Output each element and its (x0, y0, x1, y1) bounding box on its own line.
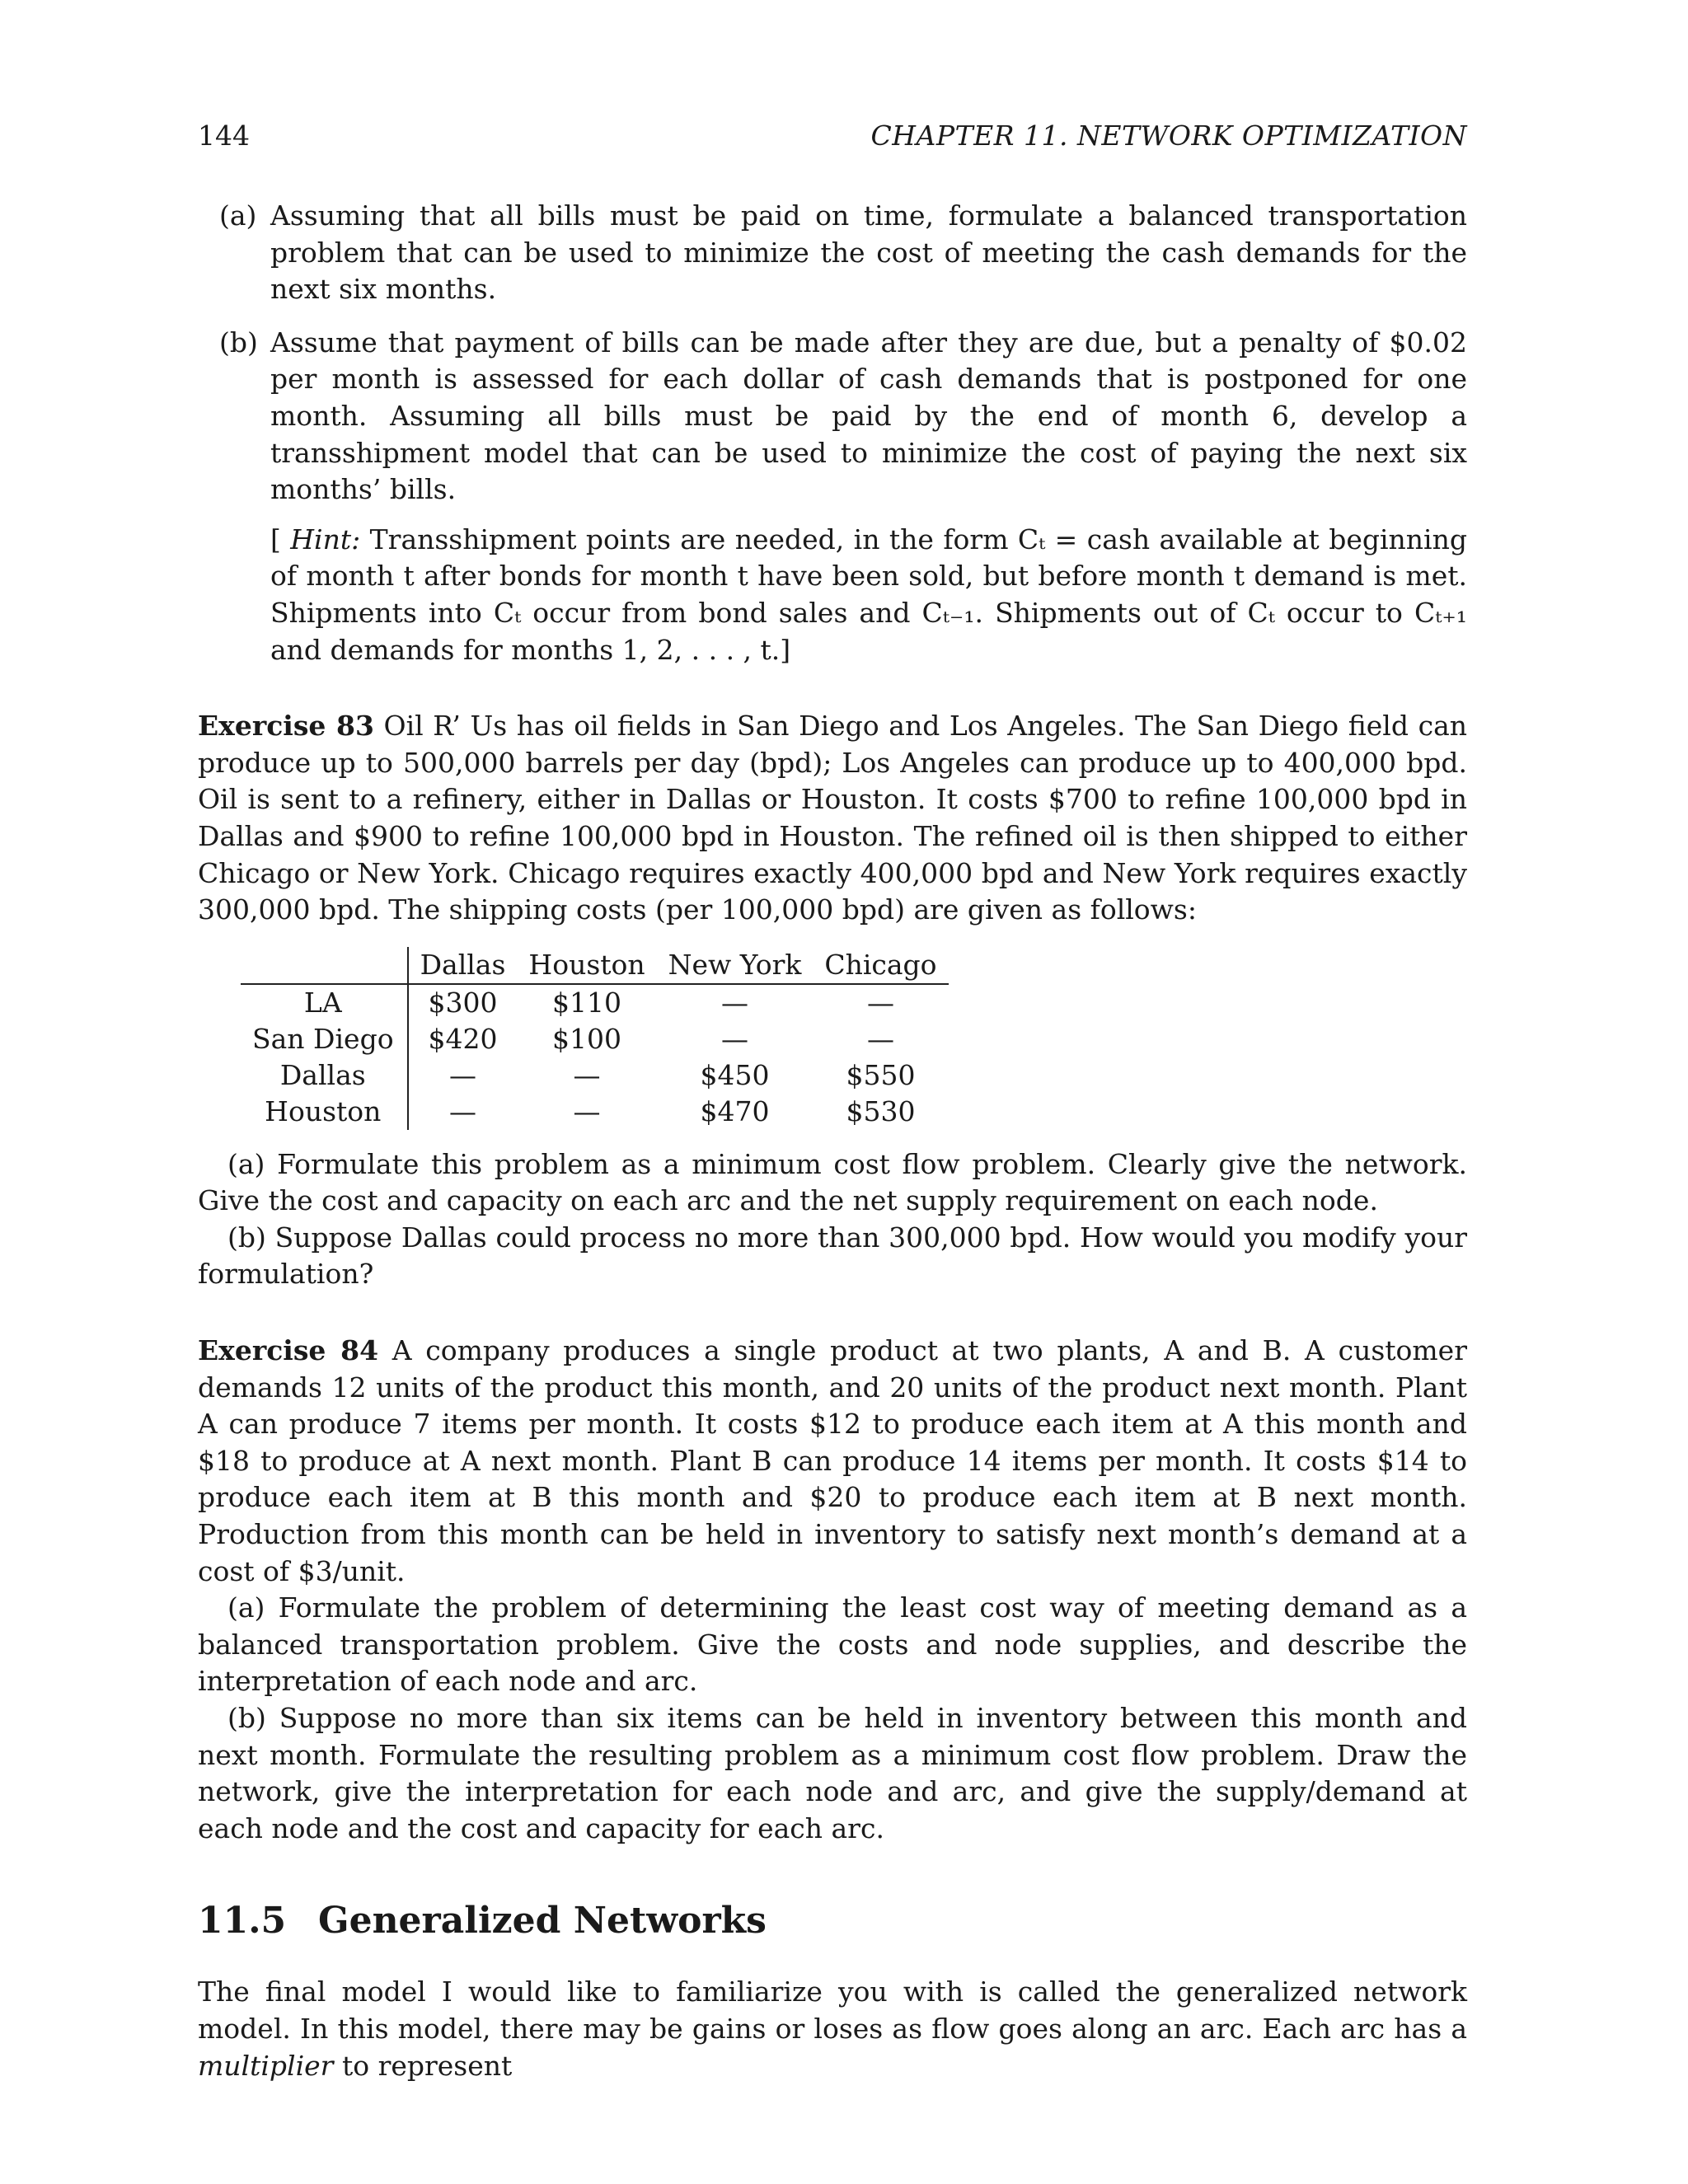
page-content (198, 198, 1467, 2084)
row-label: Dallas (241, 1057, 408, 1094)
page-header (198, 118, 1467, 154)
row-label: Houston (241, 1094, 408, 1130)
section-text-end: to represent (341, 2049, 513, 2082)
part-a-label: (a) (219, 199, 257, 232)
exercise-83-intro (198, 708, 1467, 929)
table-cell: $530 (846, 1094, 916, 1127)
table-cell: $550 (846, 1058, 916, 1091)
table-cell: $470 (700, 1094, 770, 1127)
part-b-item (219, 325, 1467, 668)
part-b-text: Assume that payment of bills can be made after they are due, but a penalty of $0.02 per month is assessed for each dollar of cash demands that is postponed for one month. Assuming all bills must be paid by the end of month 6, develop a transshipment model that can be used to minimize the cost of paying the next six months’ bills. (270, 326, 1467, 506)
table-cell: — (720, 986, 748, 1019)
chapter-title: CHAPTER 11. NETWORK OPTIMIZATION (870, 120, 1467, 152)
table-cell: $450 (700, 1058, 770, 1091)
table-cell: — (448, 1058, 476, 1091)
table-row (241, 1057, 949, 1094)
table-cell: $110 (552, 986, 622, 1019)
table-row (241, 1021, 949, 1057)
hint-label: Hint: (290, 523, 361, 555)
table-cell: $420 (428, 1022, 498, 1055)
exercise-84 (198, 1333, 1467, 1847)
table-row (241, 1094, 949, 1130)
table-cell: — (448, 1094, 476, 1127)
hint-paragraph (270, 522, 1467, 668)
exercise-84-text: A company produces a single product at two plants, A and B. A customer demands 12 units of the product this month, and 20 units of the product next month. Plant A can produce 7 items per month. It costs $12 to produce each item at A this month and $18 to produce at A next month. Plant B can produce 14 items per month. It costs $14 to produce each item at B this month and $20 to produce each item at B next month. Production from this month can be held in inventory to satisfy next month’s demand at a cost of $3/unit. (198, 1334, 1467, 1587)
exercise-84-intro (198, 1333, 1467, 1590)
column-header: Dallas (408, 947, 518, 984)
table-header-row (241, 947, 949, 984)
part-b-body (270, 325, 1467, 668)
exercise-83-title: Exercise 83 (198, 710, 374, 743)
section-number: 11.5 (198, 1900, 287, 1943)
column-header: New York (657, 947, 814, 984)
section-heading (198, 1898, 1467, 1944)
exercise-83-text: Oil R’ Us has oil fields in San Diego and Los Angeles. The San Diego field can produce up to 500,000 barrels per day (bpd); Los Angeles can produce up to 400,000 bpd. Oil is sent to a refinery, either in Dallas or Houston. It costs $700 to refine 100,000 bpd in Dallas and $900 to refine 100,000 bpd in Houston. The refined oil is then shipped to either Chicago or New York. Chicago requires exactly 400,000 bpd and New York requires exactly 300,000 bpd. The shipping costs (per 100,000 bpd) are given as follows: (198, 710, 1467, 926)
table-cell: — (866, 1022, 894, 1055)
part-a-text: Assuming that all bills must be paid on time, formulate a balanced transportation problem that can be used to minimize the cost of meeting the cash demands for the next six months. (270, 199, 1467, 306)
emphasized-term: multiplier (198, 2049, 334, 2082)
section-title: Generalized Networks (318, 1900, 767, 1943)
page-number: 144 (198, 120, 250, 152)
hint-bracket: [ (270, 523, 281, 555)
part-a-item (219, 198, 1467, 308)
table-cell: — (573, 1058, 601, 1091)
table-cell: — (720, 1022, 748, 1055)
shipping-cost-table (241, 947, 949, 1130)
table-cell: $100 (552, 1022, 622, 1055)
table-corner (241, 947, 408, 984)
section-text-start: The final model I would like to familiarize you with is called the generalized network model. In this model, there may be gains or loses as flow goes along an arc. Each arc has a (198, 1975, 1467, 2045)
column-header: Chicago (813, 947, 948, 984)
row-label: San Diego (241, 1021, 408, 1057)
exercise-84-part-a: (a) Formulate the problem of determining the least cost way of meeting demand as a balanced transportation problem. Give the costs and node supplies, and describe the interpretation of each node and arc. (198, 1591, 1467, 1698)
column-header: Houston (517, 947, 656, 984)
exercise-84-title: Exercise 84 (198, 1334, 379, 1367)
exercise-83-part-a: (a) Formulate this problem as a minimum cost flow problem. Clearly give the network. Give the cost and capacity on each arc and the net supply requirement on each node. (198, 1147, 1467, 1217)
row-label: LA (241, 984, 408, 1021)
hint-text: Transshipment points are needed, in the form Cₜ = cash available at beginning of month t after bonds for month t have been sold, but before month t demand is met. Shipments into Cₜ occur from bond sales and Cₜ₋₁. Shipments out of Cₜ occur to Cₜ₊₁ and demands for months 1, 2, . . . , t.] (270, 523, 1467, 666)
exercise-83-part-b: (b) Suppose Dallas could process no more than 300,000 bpd. How would you modify your formulation? (198, 1221, 1467, 1291)
table-cell: $300 (428, 986, 498, 1019)
section-paragraph (198, 1974, 1467, 2084)
table-cell: — (866, 986, 894, 1019)
exercise-83 (198, 708, 1467, 1293)
table-cell: — (573, 1094, 601, 1127)
table-row (241, 984, 949, 1021)
exercise-84-part-b: (b) Suppose no more than six items can be held in inventory between this month and next month. Formulate the resulting problem as a minimum cost flow problem. Draw the network, give the interpretation for each node and arc, and give the supply/demand at each node and the cost and capacity for each arc. (198, 1702, 1467, 1844)
part-b-label: (b) (219, 326, 258, 359)
